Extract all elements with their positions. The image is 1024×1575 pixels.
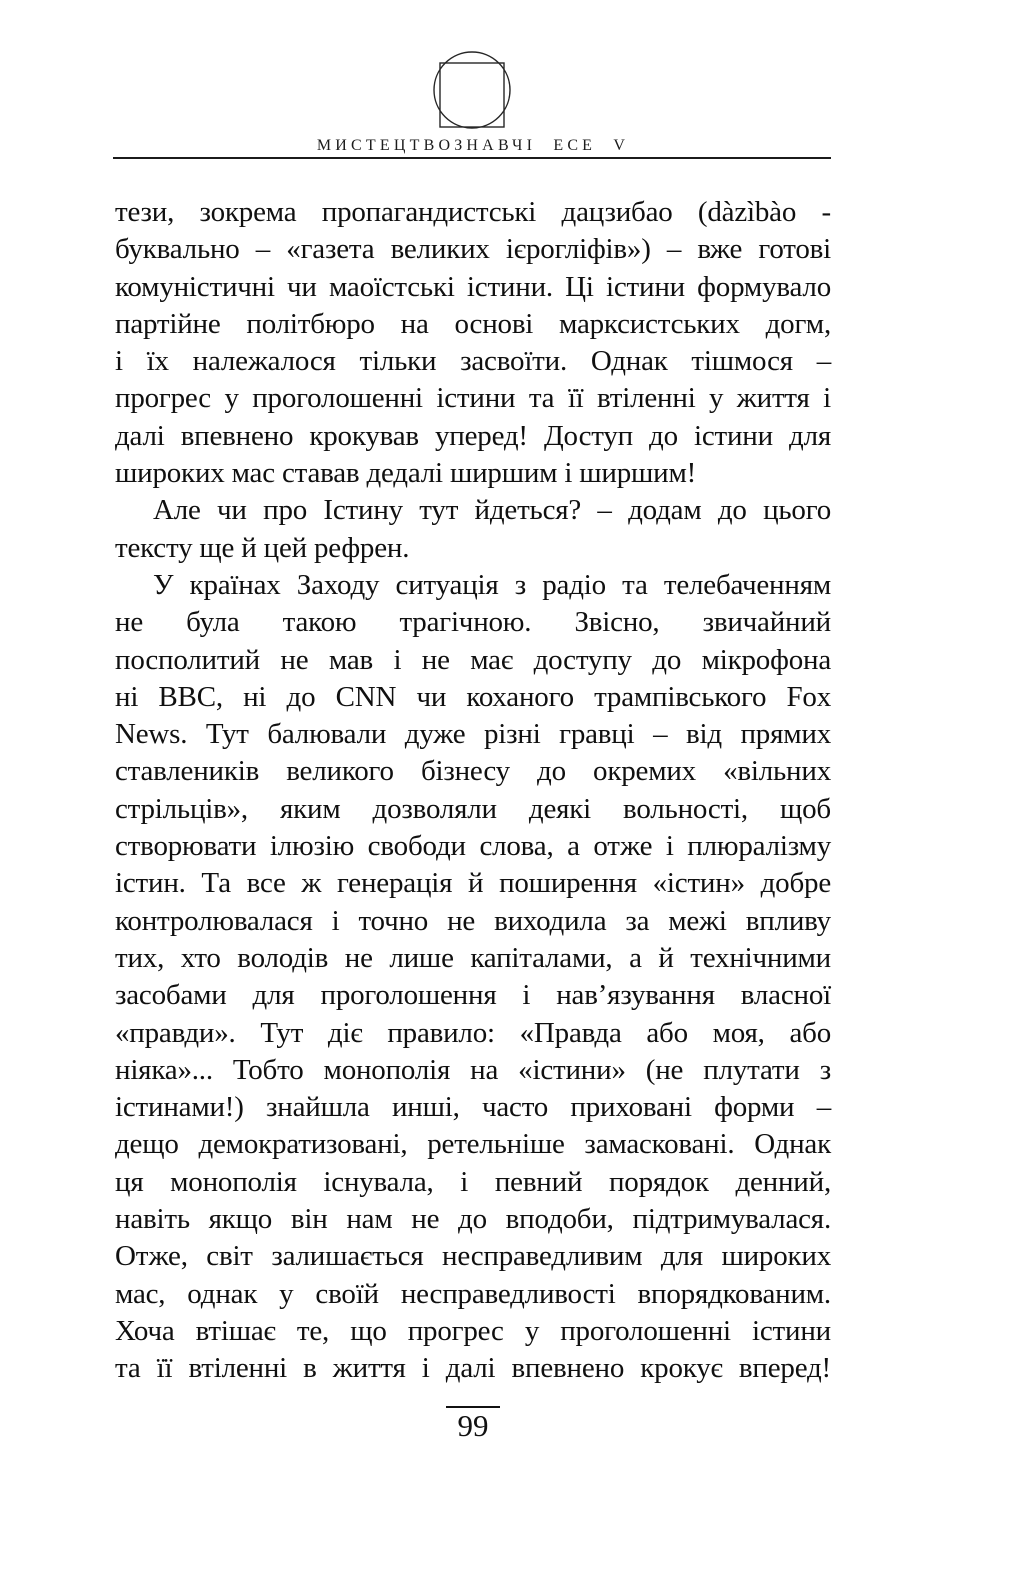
text-line: ця монополія існувала, і певний порядок денний, — [115, 1165, 831, 1198]
text-line: ні BBC, ні до CNN чи коханого трампівського Fox — [115, 680, 831, 713]
text-line: тексту ще й цей рефрен. — [115, 531, 410, 564]
text-line: засобами для проголошення і нав’язування власної — [115, 979, 831, 1012]
text-line: створювати ілюзію свободи слова, а отже і плюралізму — [115, 830, 831, 863]
text-line: «правди». Тут діє правило: «Правда або моя, або — [115, 1016, 831, 1049]
text-line: комуністичні чи маоїстські істини. Ці істини формувало — [115, 270, 831, 303]
text-line: тих, хто володів не лише капіталами, а й технічними — [115, 941, 831, 974]
text-line: мас, однак у своїй несправедливості впорядкованим. — [115, 1277, 831, 1310]
text-line: посполитий не мав і не має доступу до мікрофона — [115, 643, 831, 676]
text-line: істинами!) знайшла инші, часто приховані форми – — [115, 1091, 831, 1124]
text-line: і їх належалося тільки засвоїти. Однак тішмося – — [115, 345, 831, 378]
text-line: та її втіленні в життя і далі впевнено крокує вперед! — [115, 1352, 831, 1385]
page-footer — [115, 1406, 831, 1443]
text-line: буквально – «газета великих ієрогліфів») – вже готові — [115, 233, 831, 266]
text-line: партійне політбюро на основі марксистських догм, — [115, 307, 831, 340]
text-line: Отже, світ залишається несправедливим для широких — [115, 1240, 831, 1273]
text-line: тези, зокрема пропагандистські дацзибао (dàzìbào - — [115, 196, 831, 228]
body-text — [115, 194, 831, 1388]
text-line: широких мас ставав дедалі ширшим і ширшим! — [115, 457, 697, 490]
text-line: Але чи про Істину тут йдеться? – додам до цього — [153, 494, 831, 527]
text-line: ставлеників великого бізнесу до окремих «вільних — [115, 755, 831, 788]
text-line: News. Тут балювали дуже різні гравці – від прямих — [115, 718, 831, 751]
text-line: не була такою трагічною. Звісно, звичайний — [115, 606, 831, 639]
circle-square-logo-icon — [412, 44, 532, 136]
text-line: далі впевнено крокував уперед! Доступ до істини для — [115, 419, 831, 452]
text-line: стрільців», яким дозволяли деякі вольності, щоб — [115, 792, 831, 825]
text-line: навіть якщо він нам не до вподоби, підтримувалася. — [115, 1203, 831, 1236]
text-line: У країнах Заходу ситуація з радіо та телебаченням — [153, 568, 831, 601]
text-line: дещо демократизовані, ретельніше замасковані. Однак — [115, 1128, 831, 1161]
running-title: МИСТЕЦТВОЗНАВЧІ ЕСЕ V — [316, 137, 630, 154]
text-line: контролювалася і точно не виходила за межі впливу — [115, 904, 831, 937]
text-line: Хоча втішає те, що прогрес у проголошенні істини — [115, 1314, 831, 1347]
page-number: 99 — [457, 1408, 489, 1443]
header-rule — [113, 157, 831, 159]
text-line: прогрес у проголошенні істини та її втіленні у життя і — [115, 382, 831, 415]
text-line: істин. Та все ж генерація й поширення «істин» добре — [115, 867, 831, 900]
text-line: ніяка»... Тобто монополія на «істини» (не плутати з — [115, 1053, 831, 1086]
